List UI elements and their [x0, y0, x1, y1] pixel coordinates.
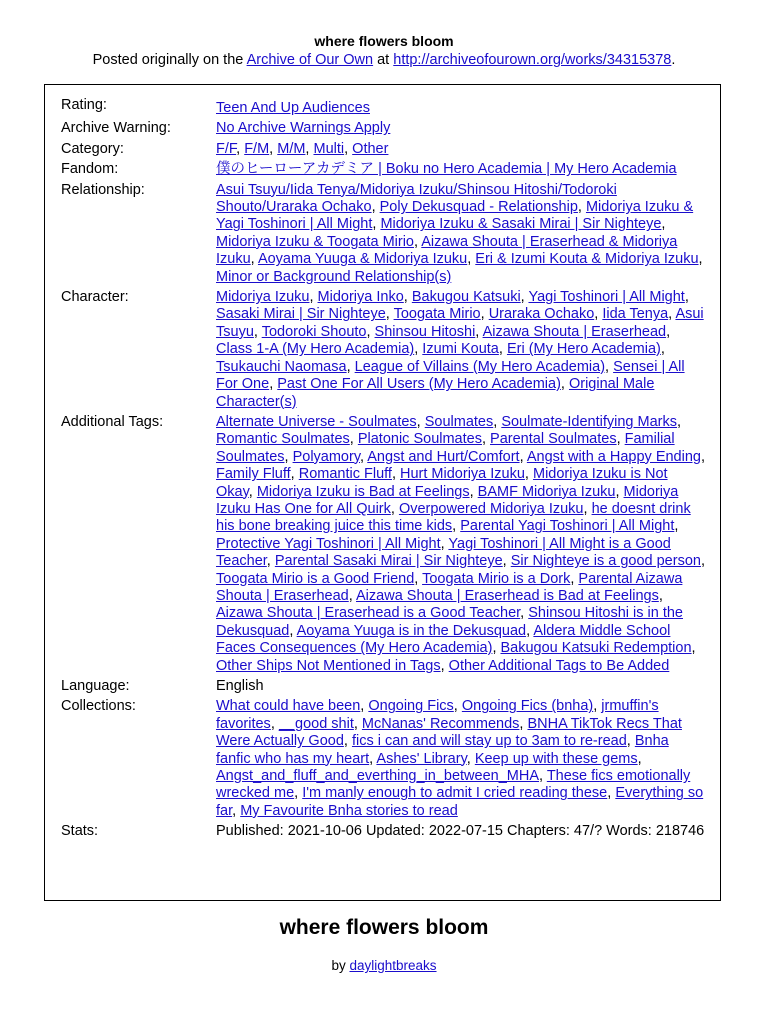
tag-link[interactable]: Multi	[313, 140, 345, 157]
tag-link[interactable]: 僕のヒーローアカデミア | Boku no Hero Academia | My Hero Academia	[216, 161, 677, 178]
meta-row	[61, 698, 711, 820]
tag-link[interactable]: BNHA TikTok Recs That Were Actually Good	[216, 715, 682, 750]
tag-link[interactable]: Toogata Mirio	[393, 306, 481, 323]
tag-link[interactable]: Parental Soulmates	[490, 431, 617, 448]
tag-link[interactable]: Overpowered Midoriya Izuku	[398, 500, 584, 517]
tag-link[interactable]: Midoriya Izuku is Bad at Feelings	[256, 483, 470, 500]
meta-label: Rating:	[61, 97, 107, 113]
tag-link[interactable]: Keep up with these gems	[474, 750, 638, 767]
tag-link[interactable]: Shinsou Hitoshi	[374, 323, 476, 340]
tag-link[interactable]: jrmuffin's favorites	[216, 698, 659, 732]
tag-link[interactable]: Toogata Mirio is a Good Friend	[216, 570, 415, 587]
period-text: .	[671, 52, 676, 68]
document-header	[0, 0, 768, 70]
tag-link[interactable]: Ongoing Fics	[368, 698, 454, 715]
tag-link[interactable]: Bakugou Katsuki	[411, 289, 521, 306]
tag-link[interactable]: Parental Sasaki Mirai | Sir Nighteye	[274, 553, 503, 570]
meta-values: Midoriya Izuku, Midoriya Inko, Bakugou Katsuki, Yagi Toshinori | All Might, Sasaki Mirai | Sir Nighteye, Toogata Mirio, Uraraka Ochako, Iida Tenya, Asui Tsuyu, Todoroki Shouto, Shinsou Hitoshi, Aizawa Shouta | Eraserhead, Class 1-A (My Hero Academia), Izumi Kouta, Eri (My Hero Academia), Tsukauchi Naomasa, League of Villains (My Hero Academia), Sensei | All For One, Past One For All Users (My Hero Academia), Original Male Character(s)	[216, 289, 704, 410]
meta-label: Language:	[61, 678, 130, 694]
meta-label: Stats:	[61, 823, 99, 840]
byline	[0, 958, 768, 973]
tag-link[interactable]: Midoriya Izuku & Toogata Mirio	[216, 233, 414, 250]
tag-link[interactable]: Angst with a Happy Ending	[526, 448, 701, 465]
tag-link[interactable]: Romantic Soulmates	[216, 431, 350, 448]
meta-row	[61, 823, 711, 840]
tag-link[interactable]: __good shit	[278, 715, 354, 732]
tag-link[interactable]: Ashes' Library	[376, 750, 467, 767]
tag-link[interactable]: Polyamory	[292, 448, 360, 465]
meta-row	[61, 141, 711, 158]
tag-link[interactable]: Parental Aizawa Shouta | Eraserhead	[216, 570, 683, 604]
tag-link[interactable]: BAMF Midoriya Izuku	[477, 483, 616, 500]
metadata-list	[61, 97, 711, 844]
tag-link[interactable]: Sasaki Mirai | Sir Nighteye	[216, 306, 386, 323]
meta-row	[61, 414, 711, 675]
meta-row	[61, 182, 711, 286]
tag-link[interactable]: Yagi Toshinori | All Might	[528, 289, 685, 306]
meta-row	[61, 678, 711, 695]
tag-link[interactable]: Toogata Mirio is a Dork	[422, 570, 571, 587]
tag-link[interactable]: Poly Dekusquad - Relationship	[379, 199, 578, 216]
tag-link[interactable]: Everything so far	[216, 785, 704, 819]
tag-link[interactable]: Soulmate-Identifying Marks	[501, 413, 677, 430]
tag-link[interactable]: These fics emotionally wrecked me	[216, 768, 691, 802]
tag-link[interactable]: M/M	[277, 140, 306, 157]
tag-link[interactable]: fics i can and will stay up to 3am to re-read	[351, 733, 627, 750]
tag-link[interactable]: Tsukauchi Naomasa	[216, 358, 347, 375]
tag-link[interactable]: Iida Tenya	[602, 306, 669, 323]
tag-link[interactable]: Minor or Background Relationship(s)	[216, 268, 452, 285]
tag-link[interactable]: Aizawa Shouta | Eraserhead	[482, 323, 667, 340]
posted-line	[0, 51, 768, 70]
tag-link[interactable]: Eri (My Hero Academia)	[506, 341, 661, 358]
tag-link[interactable]: Alternate Universe - Soulmates	[216, 413, 417, 430]
tag-link[interactable]: F/M	[244, 140, 270, 157]
meta-row	[61, 97, 711, 117]
tag-link[interactable]: Aizawa Shouta | Eraserhead & Midoriya Izuku	[216, 233, 678, 268]
at-text: at	[373, 52, 394, 68]
tag-link[interactable]: Other	[352, 140, 389, 157]
meta-values: Alternate Universe - Soulmates, Soulmates, Soulmate-Identifying Marks, Romantic Soulmates, Platonic Soulmates, Parental Soulmates, Familial Soulmates, Polyamory, Angst and Hurt/Comfort, Angst with a Happy Ending, Family Fluff, Romantic Fluff, Hurt Midoriya Izuku, Midoriya Izuku is Not Okay, Midoriya Izuku is Bad at Feelings, BAMF Midoriya Izuku, Midoriya Izuku Has One for All Quirk, Overpowered Midoriya Izuku, he doesnt drink his bone breaking juice this time kids, Parental Yagi Toshinori | All Might, Protective Yagi Toshinori | All Might, Yagi Toshinori | All Might is a Good Teacher, Parental Sasaki Mirai | Sir Nighteye, Sir Nighteye is a good person, Toogata Mirio is a Good Friend, Toogata Mirio is a Dork, Parental Aizawa Shouta | Eraserhead, Aizawa Shouta | Eraserhead is Bad at Feelings, Aizawa Shouta | Eraserhead is a Good Teacher, Shinsou Hitoshi is in the Dekusquad, Aoyama Yuuga is in the Dekusquad, Aldera Middle School Faces Consequences (My Hero Academia), Bakugou Katsuki Redemption, Other Ships Not Mentioned in Tags, Other Additional Tags to Be Added	[216, 413, 705, 674]
tag-link[interactable]: Bnha fanfic who has my heart	[216, 733, 669, 767]
tag-link[interactable]: Bakugou Katsuki Redemption	[500, 640, 692, 657]
meta-values: What could have been, Ongoing Fics, Ongoing Fics (bnha), jrmuffin's favorites, __good shit, McNanas' Recommends, BNHA TikTok Recs That Were Actually Good, fics i can and will stay up to 3am to re-read, Bnha fanfic who has my heart, Ashes' Library, Keep up with these gems, Angst_and_fluff_and_everthing_in_between_MHA, These fics emotionally wrecked me, I'm manly enough to admit I cried reading these, Everything so far, My Favourite Bnha stories to read	[216, 698, 704, 819]
meta-values	[216, 120, 706, 137]
tag-link[interactable]: Aoyama Yuuga is in the Dekusquad	[296, 622, 527, 639]
meta-row	[61, 120, 711, 137]
by-prefix: by	[331, 958, 350, 973]
tag-link[interactable]: Original Male Character(s)	[216, 376, 655, 410]
author-link[interactable]: daylightbreaks	[349, 958, 437, 973]
meta-label: Archive Warning:	[61, 120, 171, 137]
meta-value-text: English	[216, 678, 264, 694]
work-url-link[interactable]: http://archiveofourown.org/works/34315378	[393, 52, 672, 68]
tag-link[interactable]: Past One For All Users (My Hero Academia)	[277, 376, 561, 393]
work-title: where flowers bloom	[279, 916, 489, 939]
tag-link[interactable]: F/F	[216, 140, 237, 157]
posted-prefix: Posted originally on the	[92, 52, 247, 68]
tag-link[interactable]: Hurt Midoriya Izuku	[400, 466, 525, 483]
tag-link[interactable]: Teen And Up Audiences	[216, 100, 370, 116]
meta-label: Character:	[61, 289, 129, 306]
tag-link[interactable]: Shinsou Hitoshi is in the Dekusquad	[216, 605, 683, 639]
tag-link[interactable]: No Archive Warnings Apply	[216, 120, 391, 137]
meta-values: Asui Tsuyu/Iida Tenya/Midoriya Izuku/Shinsou Hitoshi/Todoroki Shouto/Uraraka Ochako, Poly Dekusquad - Relationship, Midoriya Izuku & Yagi Toshinori | All Might, Midoriya Izuku & Sasaki Mirai | Sir Nighteye, Midoriya Izuku & Toogata Mirio, Aizawa Shouta | Eraserhead & Midoriya Izuku, Aoyama Yuuga & Midoriya Izuku, Eri & Izumi Kouta & Midoriya Izuku, Minor or Background Relationship(s)	[216, 181, 703, 285]
tag-link[interactable]: Other Additional Tags to Be Added	[448, 657, 670, 674]
meta-values	[216, 678, 706, 695]
tag-link[interactable]: McNanas' Recommends	[361, 715, 520, 732]
tag-link[interactable]: Aoyama Yuuga & Midoriya Izuku	[257, 251, 468, 268]
tag-link[interactable]: Todoroki Shouto	[261, 323, 367, 340]
tag-link[interactable]: he doesnt drink his bone breaking juice this time kids	[216, 500, 691, 535]
tag-link[interactable]: Other Ships Not Mentioned in Tags	[216, 657, 441, 674]
tag-link[interactable]: Midoriya Izuku Has One for All Quirk	[216, 483, 679, 517]
header-title: where flowers bloom	[314, 33, 454, 49]
meta-values: F/F, F/M, M/M, Multi, Other	[216, 140, 389, 157]
tag-link[interactable]: Izumi Kouta	[422, 341, 499, 358]
tag-link[interactable]: Angst_and_fluff_and_everthing_in_between_MHA	[216, 768, 540, 785]
meta-row	[61, 289, 711, 411]
meta-value-text: Published: 2021-10-06 Updated: 2022-07-15 Chapters: 47/? Words: 218746	[216, 823, 705, 840]
tag-link[interactable]: Platonic Soulmates	[357, 431, 482, 448]
tag-link[interactable]: Aizawa Shouta | Eraserhead is a Good Teacher	[216, 605, 521, 622]
meta-values	[216, 161, 706, 178]
meta-label: Fandom:	[61, 161, 119, 178]
meta-values	[216, 97, 706, 117]
tag-link[interactable]: Midoriya Izuku	[216, 289, 310, 306]
tag-link[interactable]: League of Villains (My Hero Academia)	[354, 358, 606, 375]
meta-label: Relationship:	[61, 181, 145, 198]
tag-link[interactable]: Yagi Toshinori | All Might is a Good Teacher	[216, 535, 671, 570]
meta-values	[216, 823, 706, 840]
tag-link[interactable]: What could have been	[216, 698, 361, 715]
tag-link[interactable]: Romantic Fluff	[298, 466, 392, 483]
tag-link[interactable]: Midoriya Izuku & Yagi Toshinori | All Might	[216, 199, 694, 233]
tag-link[interactable]: Protective Yagi Toshinori | All Might	[216, 535, 441, 552]
tag-link[interactable]: Aldera Middle School Faces Consequences (My Hero Academia)	[216, 622, 671, 657]
tag-link[interactable]: Aizawa Shouta | Eraserhead is Bad at Feelings	[356, 587, 659, 604]
tag-link[interactable]: Familial Soulmates	[216, 431, 675, 465]
tag-link[interactable]: My Favourite Bnha stories to read	[240, 802, 458, 819]
meta-row	[61, 161, 711, 178]
tag-link[interactable]: Parental Yagi Toshinori | All Might	[460, 518, 675, 535]
tag-link[interactable]: Midoriya Izuku & Sasaki Mirai | Sir Nighteye	[380, 216, 662, 233]
meta-label: Category:	[61, 140, 124, 157]
tag-link[interactable]: Sir Nighteye is a good person	[510, 553, 701, 570]
tag-link[interactable]: Ongoing Fics (bnha)	[461, 698, 594, 715]
tag-link[interactable]: Midoriya Izuku is Not Okay	[216, 466, 668, 500]
meta-label: Collections:	[61, 698, 136, 715]
tag-link[interactable]: Soulmates	[424, 413, 494, 430]
archive-link[interactable]: Archive of Our Own	[246, 52, 374, 68]
tag-link[interactable]: I'm manly enough to admit I cried reading these	[302, 785, 608, 802]
tag-link[interactable]: Class 1-A (My Hero Academia)	[216, 341, 415, 358]
tag-link[interactable]: Angst and Hurt/Comfort	[367, 448, 520, 465]
tag-link[interactable]: Eri & Izumi Kouta & Midoriya Izuku	[475, 251, 699, 268]
tag-link[interactable]: Sensei | All For One	[216, 358, 685, 393]
tag-link[interactable]: Midoriya Inko	[317, 289, 404, 306]
tag-link[interactable]: Family Fluff	[216, 466, 291, 483]
metadata-box	[44, 84, 721, 901]
tag-link[interactable]: Asui Tsuyu/Iida Tenya/Midoriya Izuku/Shinsou Hitoshi/Todoroki Shouto/Uraraka Ochako	[216, 181, 617, 216]
tag-link[interactable]: Asui Tsuyu	[216, 306, 704, 340]
tag-link[interactable]: Uraraka Ochako	[488, 306, 595, 323]
meta-label: Additional Tags:	[61, 413, 164, 430]
